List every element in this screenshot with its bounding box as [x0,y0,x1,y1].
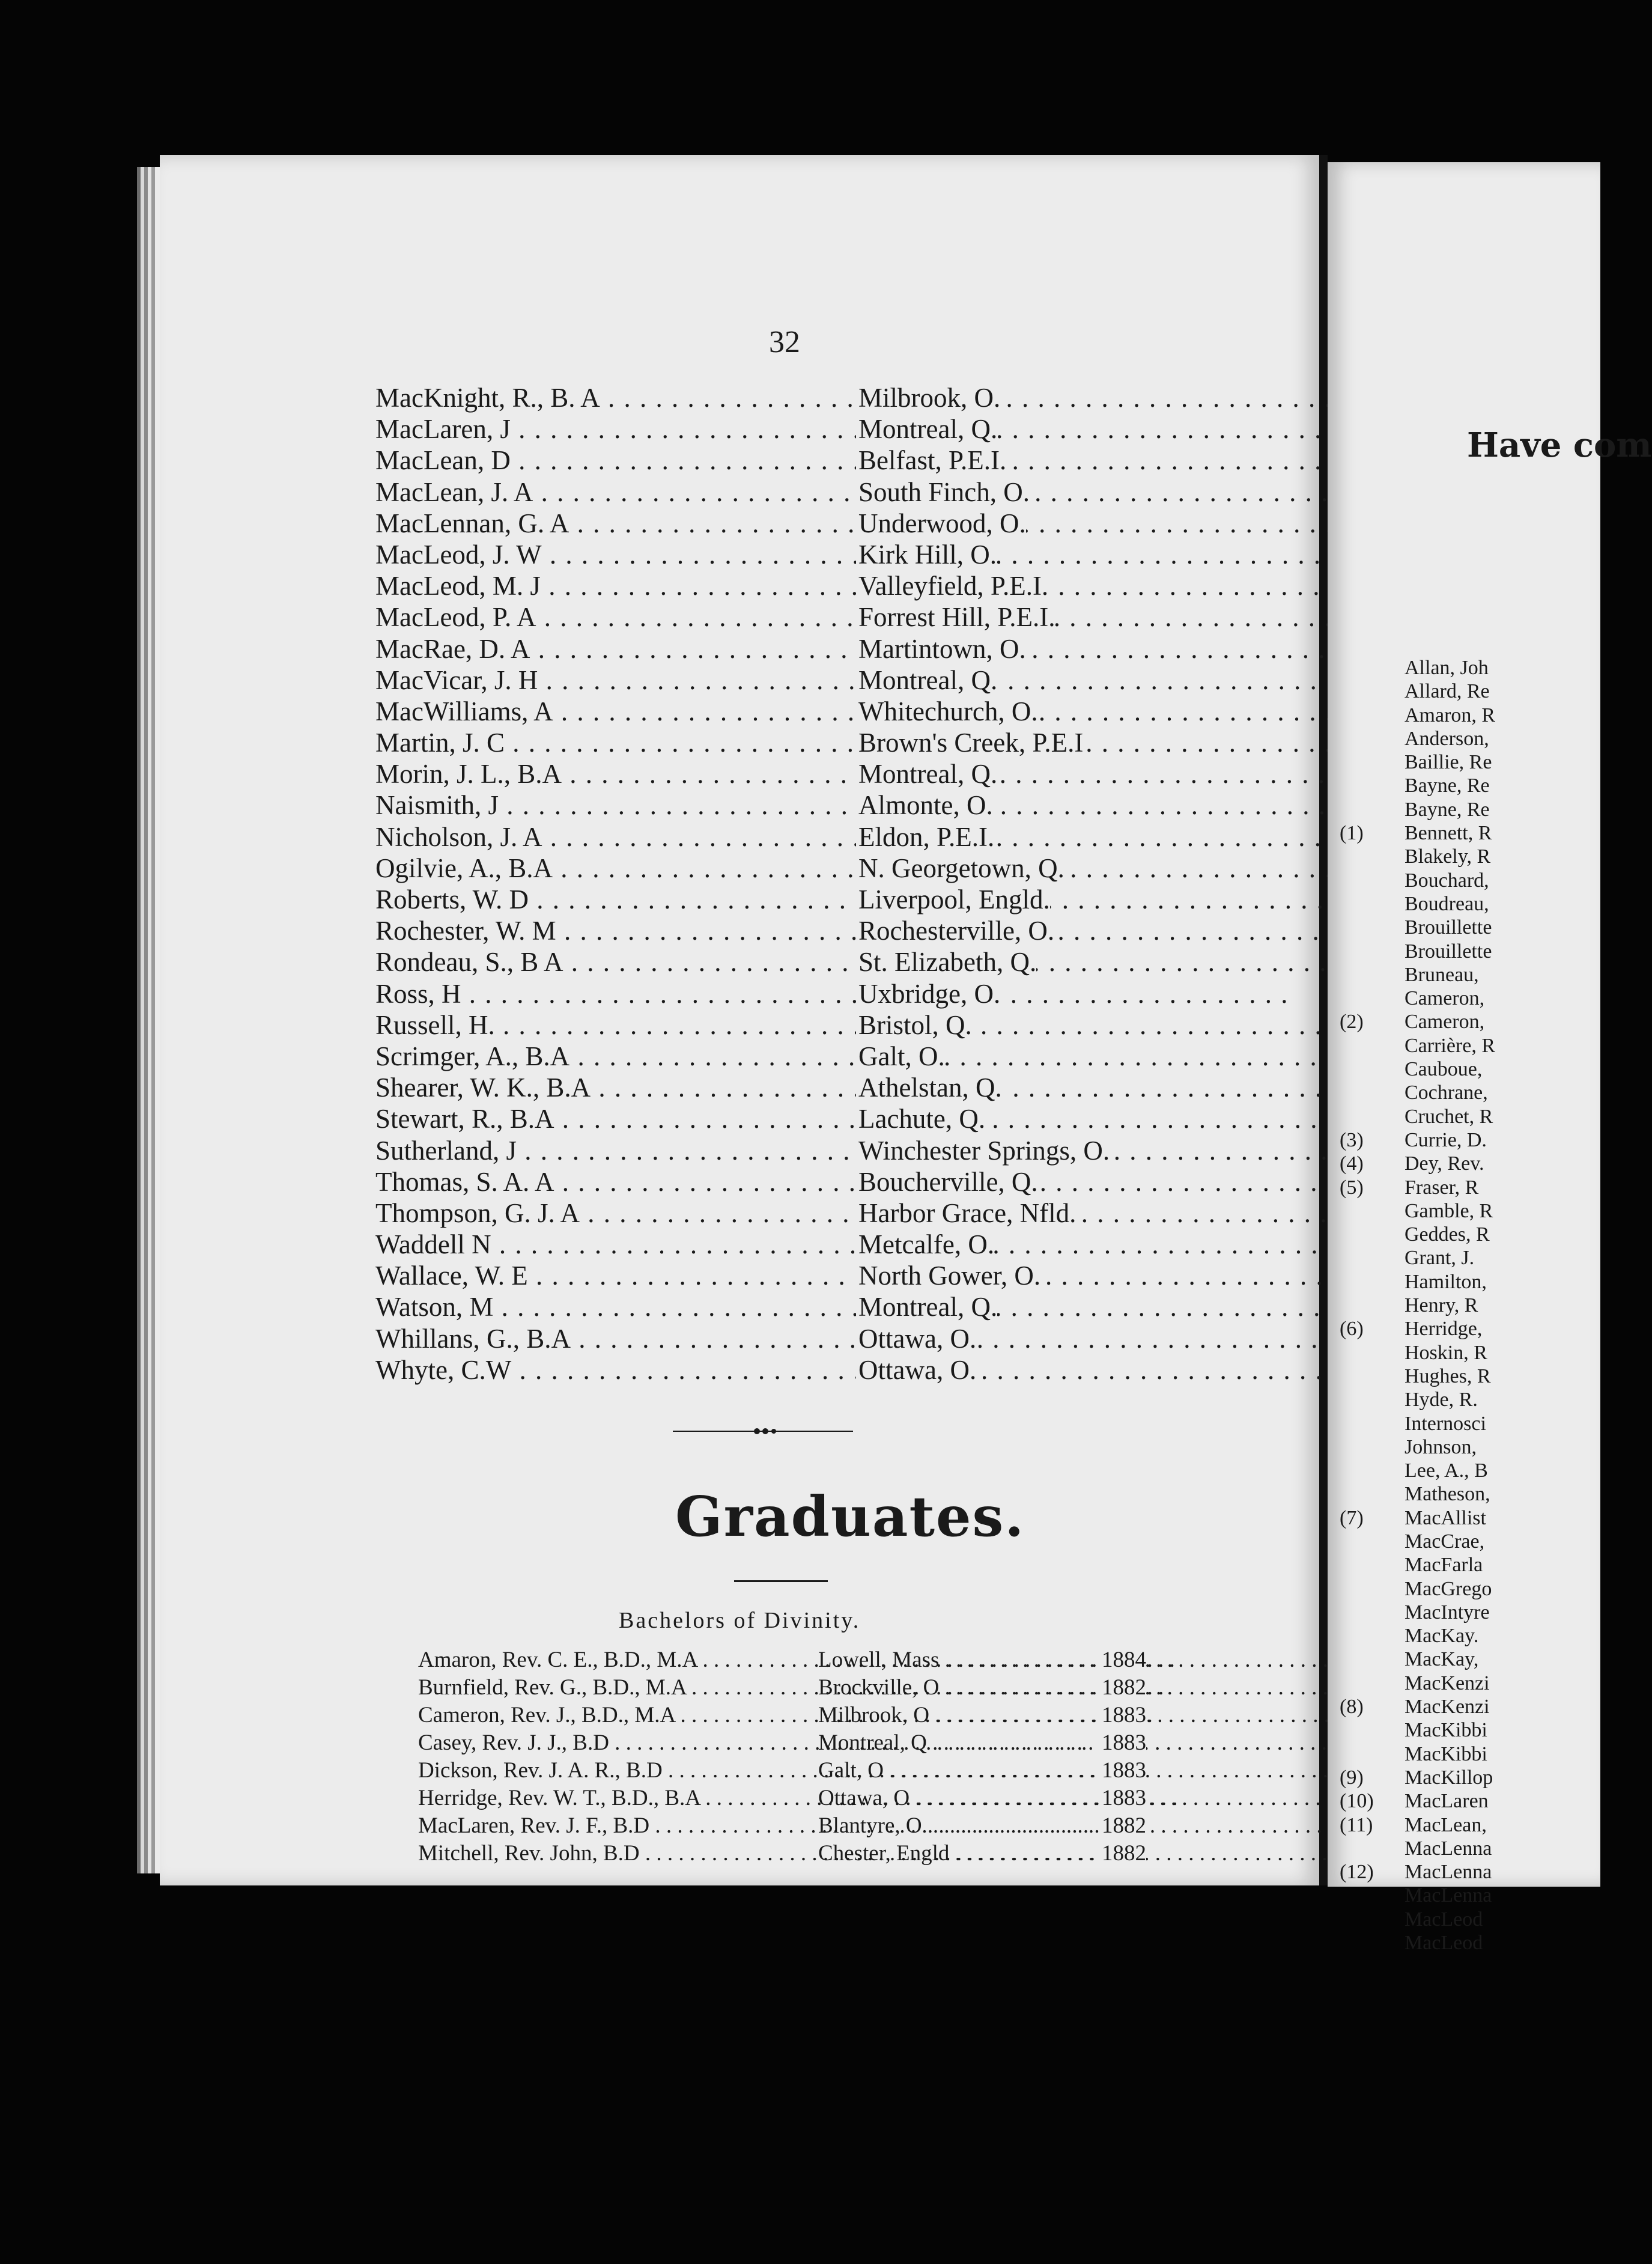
register-place: Montreal, Q. [856,665,997,696]
right-entry-name: Brouillette [1405,916,1492,939]
student-register-list [375,382,1126,1386]
right-entry-number: (3) [1340,1128,1364,1151]
graduate-name: Herridge, Rev. W. T., B.D., B.A . . . [418,1785,818,1812]
register-row [375,1166,1126,1197]
register-row [375,1260,1126,1291]
graduate-year: 1883 [1099,1729,1146,1757]
register-row [375,1135,1126,1166]
right-entry-row [1340,1601,1604,1624]
graduate-row [418,1812,1199,1840]
right-entry-row [1340,1010,1604,1033]
register-place: Rochesterville, O. [856,915,1054,946]
right-entry-name: Amaron, R [1405,704,1496,726]
right-entry-name: MacCrae, [1405,1530,1485,1553]
register-name: Martin, J. C . . . [375,727,856,758]
register-name: Whyte, C.W . . . [375,1354,856,1386]
right-entry-name: Hughes, R [1405,1365,1491,1387]
right-entry-row [1340,845,1604,868]
right-entry-name: MacKenzi [1405,1672,1490,1694]
right-entry-row [1340,1034,1604,1057]
right-entry-row [1340,1341,1604,1365]
right-entry-row [1340,704,1604,727]
right-entry-row [1340,1837,1604,1860]
register-row [375,1103,1126,1134]
right-entry-row [1340,1435,1604,1459]
graduate-place: Milbrook, O [818,1703,929,1727]
graduate-place: Brockville, O [818,1675,940,1700]
register-place: North Gower, O. [856,1260,1040,1291]
register-name: Thomas, S. A. A . . . [375,1166,856,1197]
right-entry-name: Hamilton, [1405,1270,1487,1293]
right-entry-row [1340,987,1604,1010]
right-entry-name: MacKenzi [1405,1696,1490,1718]
right-entry-number: (11) [1340,1813,1373,1836]
right-entry-name: MacKay, [1405,1648,1479,1671]
right-entry-number: (7) [1340,1506,1364,1529]
page-number: 32 [769,325,800,359]
right-entry-row [1340,1294,1604,1317]
right-entry-row [1340,916,1604,939]
graduate-name: Amaron, Rev. C. E., B.D., M.A . . . [418,1646,818,1674]
graduate-row [418,1646,1199,1674]
register-place: St. Elizabeth, Q. [856,946,1036,978]
register-place: Athelstan, Q. [856,1072,1002,1103]
right-entry-name: Matheson, [1405,1483,1490,1506]
right-entry-name: Bruneau, [1405,963,1479,986]
graduate-place: Blantyre, O [818,1813,922,1838]
right-entry-name: Bouchard, [1405,869,1489,892]
right-entry-row [1340,1412,1604,1435]
register-name: Watson, M . . . [375,1291,856,1322]
register-name: MacLennan, G. A . . . [375,508,856,539]
register-name: Whillans, G., B.A . . . [375,1323,856,1354]
right-entry-row [1340,1246,1604,1270]
register-place: Eldon, P.E.I. [856,821,994,853]
register-row [375,915,1126,946]
register-name: MacLaren, J . . . [375,413,856,445]
register-place: Milbrook, O. [856,382,1000,413]
right-entry-row [1340,1105,1604,1128]
graduate-row [418,1840,1199,1867]
register-row [375,727,1126,758]
register-name: MacLeod, M. J . . . [375,570,856,601]
register-place: Valleyfield, P.E.I. [856,570,1048,601]
right-entry-number: (9) [1340,1766,1364,1789]
register-name: Wallace, W. E . . . [375,1260,856,1291]
right-entry-name: Allard, Re [1405,680,1490,703]
register-row [375,1009,1126,1041]
right-entry-name: Boudreau, [1405,892,1489,915]
right-entry-name: Internosci [1405,1412,1486,1435]
register-place: Metcalfe, O. [856,1229,994,1260]
right-entry-row [1340,798,1604,821]
register-name: MacRae, D. A . . . [375,633,856,665]
register-place: South Finch, O. [856,476,1030,508]
right-entry-name: MacGrego [1405,1577,1492,1600]
register-name: Naismith, J . . . [375,790,856,821]
right-entry-name: Geddes, R [1405,1223,1490,1246]
right-entry-row [1340,1648,1604,1671]
register-place: Bristol, Q. [856,1009,972,1041]
register-place: Uxbridge, O. [856,978,1000,1009]
right-entry-name: Lee, A., B [1405,1459,1488,1482]
right-entry-name: MacLenna [1405,1884,1492,1907]
graduate-year: 1884 [1099,1646,1146,1674]
register-place: Montreal, Q. [856,413,997,445]
right-entry-name: Hyde, R. [1405,1389,1478,1411]
register-row [375,1041,1126,1072]
right-entry-row [1340,1931,1604,1955]
register-place: Whitechurch, O. [856,696,1038,727]
graduate-row [418,1757,1199,1785]
right-entry-name: Brouillette [1405,940,1492,963]
right-entry-row [1340,1884,1604,1907]
bachelors-of-divinity-heading: Bachelors of Divinity. [619,1608,861,1633]
section-ornament [673,1424,853,1438]
right-entry-name: Johnson, [1405,1435,1477,1458]
right-entry-row [1340,1813,1604,1837]
title-rule [734,1580,828,1582]
right-entry-name: MacLeod [1405,1908,1483,1931]
right-entry-row [1340,1695,1604,1718]
register-row [375,601,1126,633]
right-entry-name: Cruchet, R [1405,1105,1493,1128]
right-entry-row [1340,1672,1604,1695]
right-entry-name: Bayne, Re [1405,798,1490,821]
right-entry-row [1340,1152,1604,1175]
graduate-place: Montreal, Q [818,1730,927,1755]
graduate-year: 1882 [1099,1674,1146,1702]
right-entry-name: MacKay. [1405,1625,1479,1648]
right-entry-name: MacIntyre [1405,1601,1490,1623]
graduate-row [418,1785,1199,1812]
graduate-year: 1883 [1099,1702,1146,1729]
register-row [375,570,1126,601]
right-entry-name: Fraser, R [1405,1176,1479,1199]
graduate-name: MacLaren, Rev. J. F., B.D . . . [418,1812,818,1840]
graduate-row [418,1729,1199,1757]
register-place: Ottawa, O. [856,1354,976,1386]
right-page-list [1340,656,1604,1955]
right-entry-name: Henry, R [1405,1294,1478,1317]
register-row [375,633,1126,665]
right-entry-row [1340,1482,1604,1506]
right-entry-row [1340,1459,1604,1482]
right-entry-name: Anderson, [1405,727,1489,750]
right-entry-number: (6) [1340,1318,1364,1340]
register-name: Rochester, W. M . . . [375,915,856,946]
register-row [375,665,1126,696]
right-entry-name: MacLean, [1405,1813,1487,1836]
register-place: Boucherville, Q. [856,1166,1038,1197]
graduate-name: Mitchell, Rev. John, B.D . . . [418,1840,818,1867]
register-row [375,696,1126,727]
graduate-year: 1882 [1099,1840,1146,1867]
graduate-place: Ottawa, O [818,1786,910,1810]
right-entry-row [1340,1388,1604,1411]
right-entry-name: MacLeod [1405,1932,1483,1955]
right-entry-row [1340,774,1604,797]
graduate-place: Lowell, Mass [818,1648,940,1672]
right-entry-name: Grant, J. [1405,1247,1475,1270]
register-name: Rondeau, S., B A . . . [375,946,856,978]
graduate-name: Burnfield, Rev. G., B.D., M.A . . . [418,1674,818,1702]
graduate-year: 1883 [1099,1785,1146,1812]
register-row [375,1197,1126,1229]
register-row [375,1354,1126,1386]
register-row [375,790,1126,821]
register-place: Ottawa, O. [856,1323,976,1354]
register-name: Morin, J. L., B.A . . . [375,758,856,790]
register-place: Forrest Hill, P.E.I. [856,601,1055,633]
register-place: Lachute, Q. [856,1103,985,1134]
right-entry-row [1340,1766,1604,1789]
right-entry-row [1340,656,1604,680]
right-entry-row [1340,1081,1604,1104]
register-place: Underwood, O. [856,508,1026,539]
register-name: MacWilliams, A . . . [375,696,856,727]
register-row [375,821,1126,853]
right-entry-name: MacAllist [1405,1506,1486,1529]
register-name: MacLean, J. A . . . [375,476,856,508]
register-name: MacVicar, J. H . . . [375,665,856,696]
right-entry-name: Bennett, R [1405,822,1492,845]
right-entry-name: MacKibbi [1405,1742,1487,1765]
right-entry-name: MacKibbi [1405,1719,1487,1742]
right-entry-row [1340,1718,1604,1742]
register-name: Waddell N . . . [375,1229,856,1260]
right-entry-name: Bayne, Re [1405,774,1490,797]
right-entry-name: MacLenna [1405,1861,1492,1884]
register-place: Martintown, O. [856,633,1026,665]
right-entry-row [1340,869,1604,892]
register-row [375,758,1126,790]
register-row [375,1072,1126,1103]
register-place: Montreal, Q. [856,1291,997,1322]
right-entry-number: (2) [1340,1011,1364,1033]
right-entry-row [1340,680,1604,703]
graduate-name: Dickson, Rev. J. A. R., B.D . . . [418,1757,818,1785]
right-entry-row [1340,750,1604,774]
right-page-title: Have com [1467,425,1652,465]
right-entry-number: (12) [1340,1861,1374,1884]
register-name: Russell, H. . . . [375,1009,856,1041]
register-place: Galt, O. [856,1041,945,1072]
right-entry-name: Carrière, R [1405,1034,1496,1057]
register-row [375,476,1126,508]
graduate-row [418,1674,1199,1702]
right-entry-row [1340,1057,1604,1081]
book-binding-edge [137,167,160,1873]
graduates-list [418,1646,1199,1867]
right-entry-name: Currie, D. [1405,1128,1487,1151]
right-entry-row [1340,821,1604,845]
register-row [375,508,1126,539]
register-name: MacLean, D . . . [375,445,856,476]
register-row [375,413,1126,445]
register-place: Winchester Springs, O. [856,1135,1110,1166]
register-name: Nicholson, J. A . . . [375,821,856,853]
right-entry-name: MacLenna [1405,1837,1492,1860]
right-entry-row [1340,1506,1604,1530]
right-entry-number: (10) [1340,1790,1374,1813]
register-name: Stewart, R., B.A . . . [375,1103,856,1134]
right-entry-row [1340,1199,1604,1223]
graduate-place: Chester, Engld [818,1841,950,1866]
register-name: Scrimger, A., B.A . . . [375,1041,856,1072]
right-entry-name: Herridge, [1405,1318,1483,1340]
register-place: Belfast, P.E.I. [856,445,1006,476]
right-entry-row [1340,1317,1604,1340]
register-row [375,884,1126,915]
right-entry-name: Dey, Rev. [1405,1152,1484,1175]
register-row [375,382,1126,413]
register-row [375,946,1126,978]
right-entry-name: Baillie, Re [1405,751,1492,774]
register-name: Thompson, G. J. A . . . [375,1197,856,1229]
right-entry-name: Hoskin, R [1405,1341,1487,1364]
register-row [375,1229,1126,1260]
graduate-name: Cameron, Rev. J., B.D., M.A . . . [418,1702,818,1729]
register-row [375,978,1126,1009]
right-entry-name: MacLaren [1405,1790,1489,1813]
register-place: Almonte, O. [856,790,993,821]
register-place: Harbor Grace, Nfld. [856,1197,1076,1229]
register-name: Ross, H . . . [375,978,856,1009]
register-name: MacLeod, J. W . . . [375,539,856,570]
right-entry-row [1340,1860,1604,1884]
right-entry-row [1340,1577,1604,1601]
right-entry-name: MacKillop [1405,1766,1493,1789]
right-entry-row [1340,1365,1604,1388]
right-entry-row [1340,1742,1604,1766]
right-entry-name: Allan, Joh [1405,657,1489,679]
register-place: Kirk Hill, O. [856,539,997,570]
right-entry-row [1340,1128,1604,1152]
right-entry-number: (1) [1340,822,1364,845]
right-entry-number: (4) [1340,1152,1364,1175]
right-entry-row [1340,940,1604,963]
right-entry-row [1340,1270,1604,1294]
right-entry-name: Blakely, R [1405,845,1491,868]
graduate-place: Galt, O [818,1758,884,1783]
right-entry-name: Gamble, R [1405,1199,1493,1222]
register-name: MacLeod, P. A . . . [375,601,856,633]
register-name: Sutherland, J . . . [375,1135,856,1166]
register-row [375,1323,1126,1354]
right-entry-name: Cameron, [1405,987,1485,1010]
right-page [1328,162,1652,1955]
right-entry-number: (8) [1340,1696,1364,1718]
graduate-year: 1882 [1099,1812,1146,1840]
right-entry-name: Cameron, [1405,1011,1485,1033]
graduates-title: Graduates. [675,1484,1025,1549]
register-place: Brown's Creek, P.E.I [856,727,1083,758]
register-place: N. Georgetown, Q. [856,853,1064,884]
right-entry-row [1340,727,1604,750]
right-entry-row [1340,1223,1604,1246]
right-entry-row [1340,892,1604,916]
right-entry-name: Cochrane, [1405,1082,1488,1104]
register-name: MacKnight, R., B. A . . . [375,382,856,413]
right-entry-name: Cauboue, [1405,1058,1483,1081]
register-row [375,853,1126,884]
right-entry-number: (5) [1340,1176,1364,1199]
register-place: Liverpool, Engld. [856,884,1050,915]
graduate-year: 1883 [1099,1757,1146,1785]
register-row [375,445,1126,476]
register-place: Montreal, Q. [856,758,997,790]
right-entry-row [1340,1908,1604,1931]
graduate-name: Casey, Rev. J. J., B.D . . . [418,1729,818,1757]
register-name: Roberts, W. D . . . [375,884,856,915]
right-entry-name: MacFarla [1405,1554,1483,1577]
right-entry-row [1340,1553,1604,1577]
register-row [375,1291,1126,1322]
graduate-row [418,1702,1199,1729]
right-entry-row [1340,1176,1604,1199]
right-entry-row [1340,1530,1604,1553]
right-entry-row [1340,1624,1604,1648]
register-name: Ogilvie, A., B.A . . . [375,853,856,884]
register-row [375,539,1126,570]
register-name: Shearer, W. K., B.A . . . [375,1072,856,1103]
right-entry-row [1340,1789,1604,1813]
right-entry-row [1340,963,1604,987]
